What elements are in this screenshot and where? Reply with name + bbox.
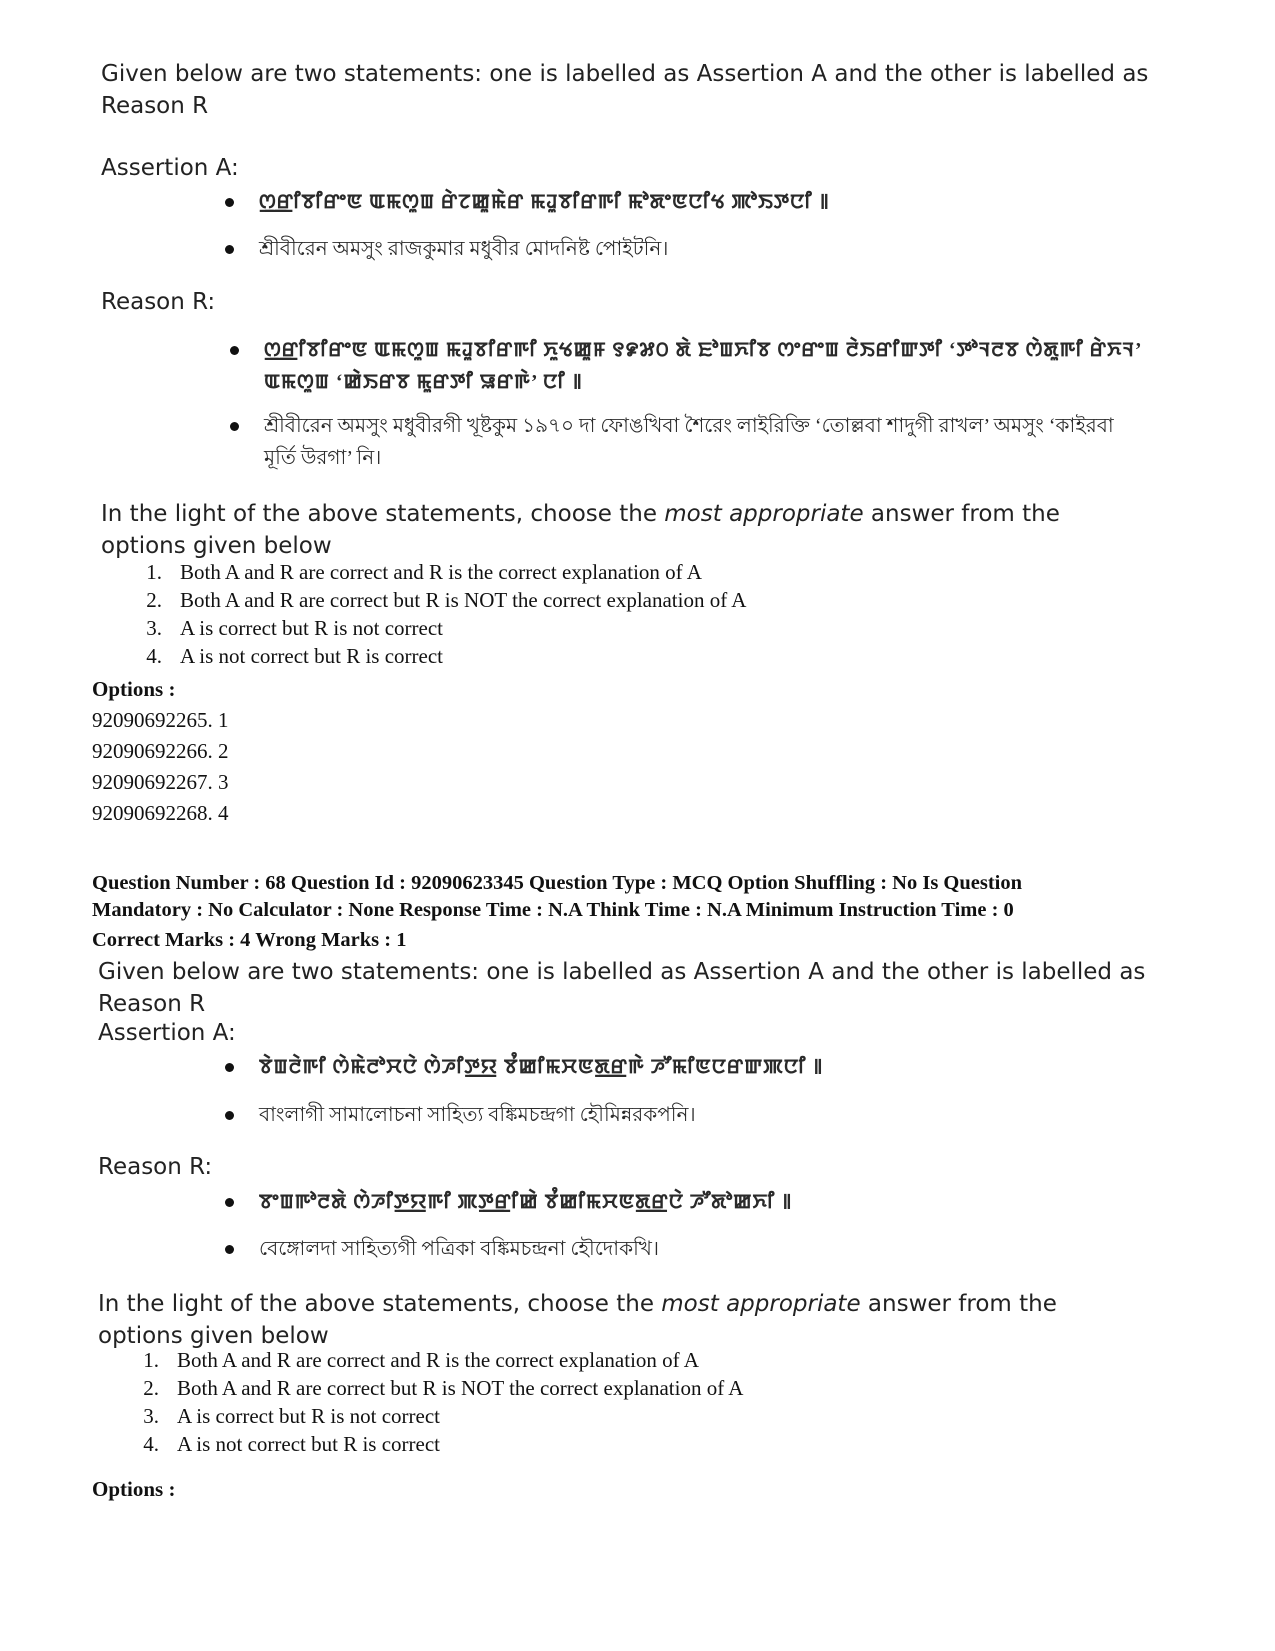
intro-text-1: Given below are two statements: one is labelled as Assertion A and the other is labelled as Reason R bbox=[101, 61, 1149, 119]
question-text-1: In the light of the above statements, choose the most appropriate answer from the options given below bbox=[101, 501, 1060, 559]
choice-item: 2. Both A and R are correct but R is NOT the correct explanation of A bbox=[146, 588, 747, 612]
question-meta bbox=[92, 870, 1212, 954]
options-list-1 bbox=[92, 705, 229, 829]
reason-bengali-1: শ্রীবীরেন অমসুং মধুবীরগী খূষ্টকুম ১৯৭০ দা ফোঙখিবা শৈরেং লাইরিক্তি ‘তোল্লবা শাদুগী রাখল’ অমসুং ‘কাইরবা মূর্তি উরগা’ নি। bbox=[264, 410, 1144, 474]
reason-meitei-2: ꯕꯦꯡꯒꯣꯂꯗꯥ ꯁꯥꯍꯤꯇ꯭ꯌꯒꯤ ꯄꯇ꯭ꯔꯤꯀꯥ ꯕꯪꯀꯤꯃꯆꯟꯗ꯭ꯔꯅꯥ ꯍꯧꯗꯣꯀꯈꯤ ꯫ bbox=[259, 1186, 1159, 1218]
intro-text-2: Given below are two statements: one is labelled as Assertion A and the other is labelled as Reason R bbox=[98, 959, 1146, 1017]
option-item: 92090692266. 2 bbox=[92, 739, 229, 763]
bullet-icon bbox=[225, 1198, 234, 1207]
options-label-1: Options : bbox=[92, 677, 176, 701]
choice-item: 2. Both A and R are correct but R is NOT the correct explanation of A bbox=[143, 1376, 744, 1400]
bullet-icon bbox=[230, 346, 239, 355]
bullet-icon bbox=[225, 1111, 234, 1120]
assertion-meitei-2: ꯕꯥꯡꯂꯥꯒꯤ ꯁꯥꯃꯥꯂꯣꯆꯅꯥ ꯁꯥꯍꯤꯇ꯭ꯌ ꯕꯪꯀꯤꯃꯆꯟꯗ꯭ꯔꯒꯥ ꯍꯧꯃꯤꯟꯅꯔꯛꯄꯅꯤ ꯫ bbox=[259, 1051, 1159, 1083]
choice-item: 1. Both A and R are correct and R is the correct explanation of A bbox=[146, 560, 702, 584]
meta-line: Correct Marks : 4 Wrong Marks : 1 bbox=[92, 929, 407, 951]
options-label-2: Options : bbox=[92, 1477, 176, 1501]
choice-item: 1. Both A and R are correct and R is the correct explanation of A bbox=[143, 1348, 699, 1372]
meta-line: Question Number : 68 Question Id : 92090623345 Question Type : MCQ Option Shuffling : No Is Question bbox=[92, 872, 1023, 894]
choice-list-2 bbox=[117, 1346, 743, 1458]
assertion-label-2: Assertion A: bbox=[98, 1020, 236, 1046]
reason-meitei-1: ꯁ꯭ꯔꯤꯕꯤꯔꯦꯟ ꯑꯃꯁꯨꯡ ꯃꯙꯨꯕꯤꯔꯒꯤ ꯈꯨꯠꯀꯨꯝ ꯱꯹꯷꯰ ꯗꯥ ꯐꯣꯡꯈꯤꯕ ꯁꯦꯔꯦꯡ ꯂꯥꯏꯔꯤꯛꯇꯤ ‘ꯇꯣꯜꯂꯕ ꯁꯥꯗꯨꯒꯤ ꯔꯥꯈꯜ’ ꯑꯃꯁꯨꯡ ‘ꯀꯥꯏꯔꯕ ꯃꯨꯔꯇꯤ ꯎꯔꯒꯥ’ ꯅꯤ ꯫ bbox=[264, 334, 1144, 398]
option-item: 92090692268. 4 bbox=[92, 801, 229, 825]
choice-item: 4. A is not correct but R is correct bbox=[143, 1432, 441, 1456]
reason-label-1: Reason R: bbox=[101, 289, 216, 315]
assertion-bengali-1: শ্রীবীরেন অমসুং রাজকুমার মধুবীর মোদনিষ্ট পোইটনি। bbox=[259, 233, 1159, 265]
bullet-icon bbox=[225, 198, 234, 207]
option-item: 92090692265. 1 bbox=[92, 708, 229, 732]
choice-item: 4. A is not correct but R is correct bbox=[146, 644, 444, 668]
meta-line: Mandatory : No Calculator : None Response Time : N.A Think Time : N.A Minimum Instruction Time : 0 bbox=[92, 899, 1014, 921]
question-text-2: In the light of the above statements, choose the most appropriate answer from the options given below bbox=[98, 1291, 1057, 1349]
bullet-icon bbox=[225, 245, 234, 254]
option-item: 92090692267. 3 bbox=[92, 770, 229, 794]
reason-label-2: Reason R: bbox=[98, 1154, 213, 1180]
choice-item: 3. A is correct but R is not correct bbox=[146, 616, 444, 640]
bullet-icon bbox=[225, 1063, 234, 1072]
bullet-icon bbox=[230, 422, 239, 431]
bullet-icon bbox=[225, 1245, 234, 1254]
assertion-bengali-2: বাংলাগী সামালোচনা সাহিত্য বঙ্কিমচন্দ্রগা হৌমিন্নরকপনি। bbox=[259, 1099, 1159, 1131]
assertion-label-1: Assertion A: bbox=[101, 155, 239, 181]
choice-list-1 bbox=[120, 558, 746, 670]
choice-item: 3. A is correct but R is not correct bbox=[143, 1404, 441, 1428]
reason-bengali-2: বেঙ্গোলদা সাহিত্যগী পত্রিকা বঙ্কিমচন্দ্রনা হৌদোকখি। bbox=[259, 1233, 1159, 1265]
assertion-meitei-1: ꯁ꯭ꯔꯤꯕꯤꯔꯦꯟ ꯑꯃꯁꯨꯡ ꯔꯥꯖꯀꯨꯃꯥꯔ ꯃꯙꯨꯕꯤꯔꯒꯤ ꯃꯣꯗꯦꯟꯅꯤꯠ ꯄꯣꯏꯇꯅꯤ ꯫ bbox=[259, 186, 1159, 218]
